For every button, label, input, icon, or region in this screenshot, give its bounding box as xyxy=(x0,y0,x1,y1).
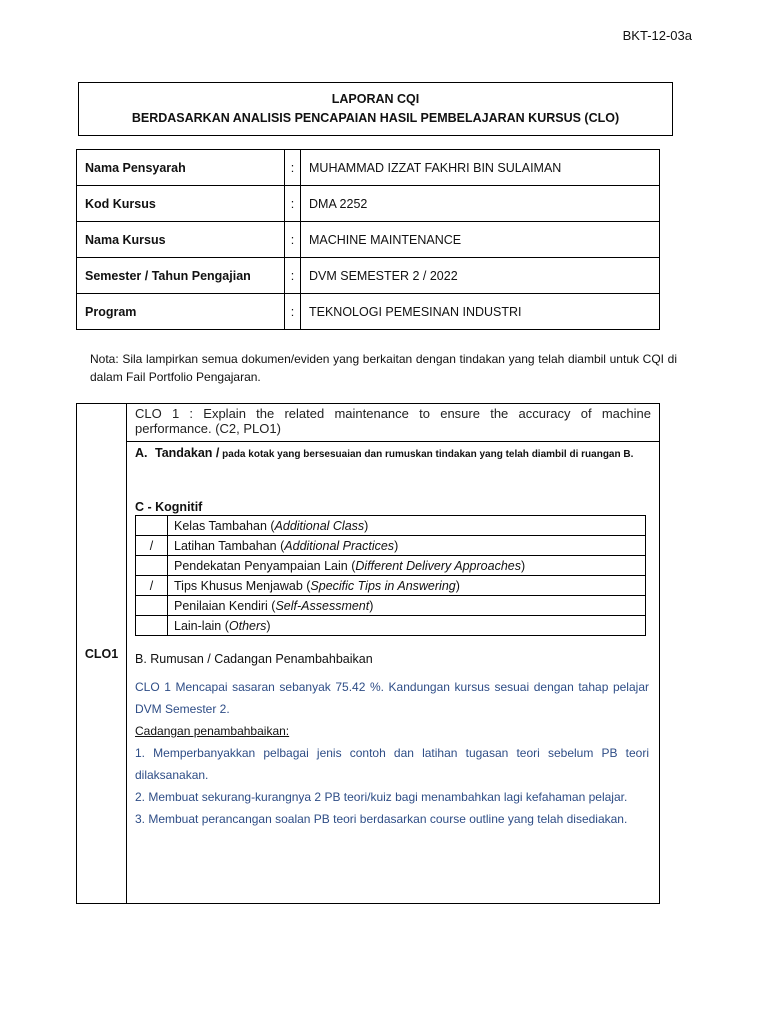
improvement-item: 1. Memperbanyakkan pelbagai jenis contoh dan latihan tugasan teori sebelum PB teori dilaksanakan. xyxy=(135,746,649,782)
option-checkbox[interactable] xyxy=(136,516,168,536)
info-row-course-code xyxy=(77,186,660,222)
info-label: Nama Kursus xyxy=(77,222,285,258)
action-heading: Tandakan / xyxy=(155,446,220,460)
improvement-heading: Cadangan penambahbaikan: xyxy=(135,724,290,738)
info-value: TEKNOLOGI PEMESINAN INDUSTRI xyxy=(301,294,660,330)
option-row xyxy=(136,616,646,636)
option-checkbox[interactable] xyxy=(136,556,168,576)
info-value: MACHINE MAINTENANCE xyxy=(301,222,660,258)
option-label: Kelas Tambahan (Additional Class) xyxy=(168,516,646,536)
info-label: Nama Pensyarah xyxy=(77,150,285,186)
action-instruction xyxy=(135,445,649,463)
option-row xyxy=(136,516,646,536)
option-label: Pendekatan Penyampaian Lain (Different Delivery Approaches) xyxy=(168,556,646,576)
info-separator: : xyxy=(285,222,301,258)
option-checkbox[interactable] xyxy=(136,596,168,616)
info-row-semester xyxy=(77,258,660,294)
info-value: MUHAMMAD IZZAT FAKHRI BIN SULAIMAN xyxy=(301,150,660,186)
report-title: LAPORAN CQI xyxy=(331,92,420,106)
info-separator: : xyxy=(285,186,301,222)
improvement-item: 3. Membuat perancangan soalan PB teori berdasarkan course outline yang telah disediakan. xyxy=(135,812,628,826)
option-label: Lain-lain (Others) xyxy=(168,616,646,636)
info-label: Semester / Tahun Pengajian xyxy=(77,258,285,294)
info-row-course-name xyxy=(77,222,660,258)
improvement-item: 2. Membuat sekurang-kurangnya 2 PB teori/kuiz bagi menambahkan lagi kefahaman pelajar. xyxy=(135,790,628,804)
report-subtitle: BERDASARKAN ANALISIS PENCAPAIAN HASIL PEMBELAJARAN KURSUS (CLO) xyxy=(131,111,620,125)
info-separator: : xyxy=(285,294,301,330)
option-label: Latihan Tambahan (Additional Practices) xyxy=(168,536,646,556)
option-row xyxy=(136,556,646,576)
option-checkbox[interactable]: / xyxy=(136,576,168,596)
clo-label: CLO1 xyxy=(77,404,127,903)
info-label: Kod Kursus xyxy=(77,186,285,222)
option-checkbox[interactable] xyxy=(136,616,168,636)
option-row xyxy=(136,576,646,596)
option-label: Tips Khusus Menjawab (Specific Tips in Answering) xyxy=(168,576,646,596)
summary-heading: B. Rumusan / Cadangan Penambahbaikan xyxy=(135,652,373,666)
cognitive-heading: C - Kognitif xyxy=(135,500,203,514)
info-separator: : xyxy=(285,258,301,294)
clo-content xyxy=(135,445,649,830)
clo-section xyxy=(76,403,660,904)
summary-text: CLO 1 Mencapai sasaran sebanyak 75.42 %. Kandungan kursus sesuai dengan tahap pelajar DVM Semester 2. xyxy=(135,680,649,716)
note-text: Nota: Sila lampirkan semua dokumen/eviden yang berkaitan dengan tindakan yang telah diambil untuk CQI di dalam Fail Portfolio Pengajaran. xyxy=(90,352,677,384)
info-label: Program xyxy=(77,294,285,330)
info-value: DMA 2252 xyxy=(301,186,660,222)
info-separator: : xyxy=(285,150,301,186)
clo-title: CLO 1 : Explain the related maintenance to ensure the accuracy of machine performance. (C2, PLO1) xyxy=(127,404,659,442)
document-reference-code: BKT-12-03a xyxy=(622,28,692,43)
report-title-box xyxy=(78,82,673,136)
action-description: pada kotak yang bersesuaian dan rumuskan tindakan yang telah diambil di ruangan B. xyxy=(219,449,634,460)
option-row xyxy=(136,596,646,616)
action-options-table xyxy=(135,515,646,636)
info-row-program xyxy=(77,294,660,330)
option-label: Penilaian Kendiri (Self-Assessment) xyxy=(168,596,646,616)
option-row xyxy=(136,536,646,556)
option-checkbox[interactable]: / xyxy=(136,536,168,556)
info-value: DVM SEMESTER 2 / 2022 xyxy=(301,258,660,294)
section-letter: A. xyxy=(135,446,148,460)
info-row-lecturer xyxy=(77,150,660,186)
course-info-table xyxy=(76,149,660,330)
